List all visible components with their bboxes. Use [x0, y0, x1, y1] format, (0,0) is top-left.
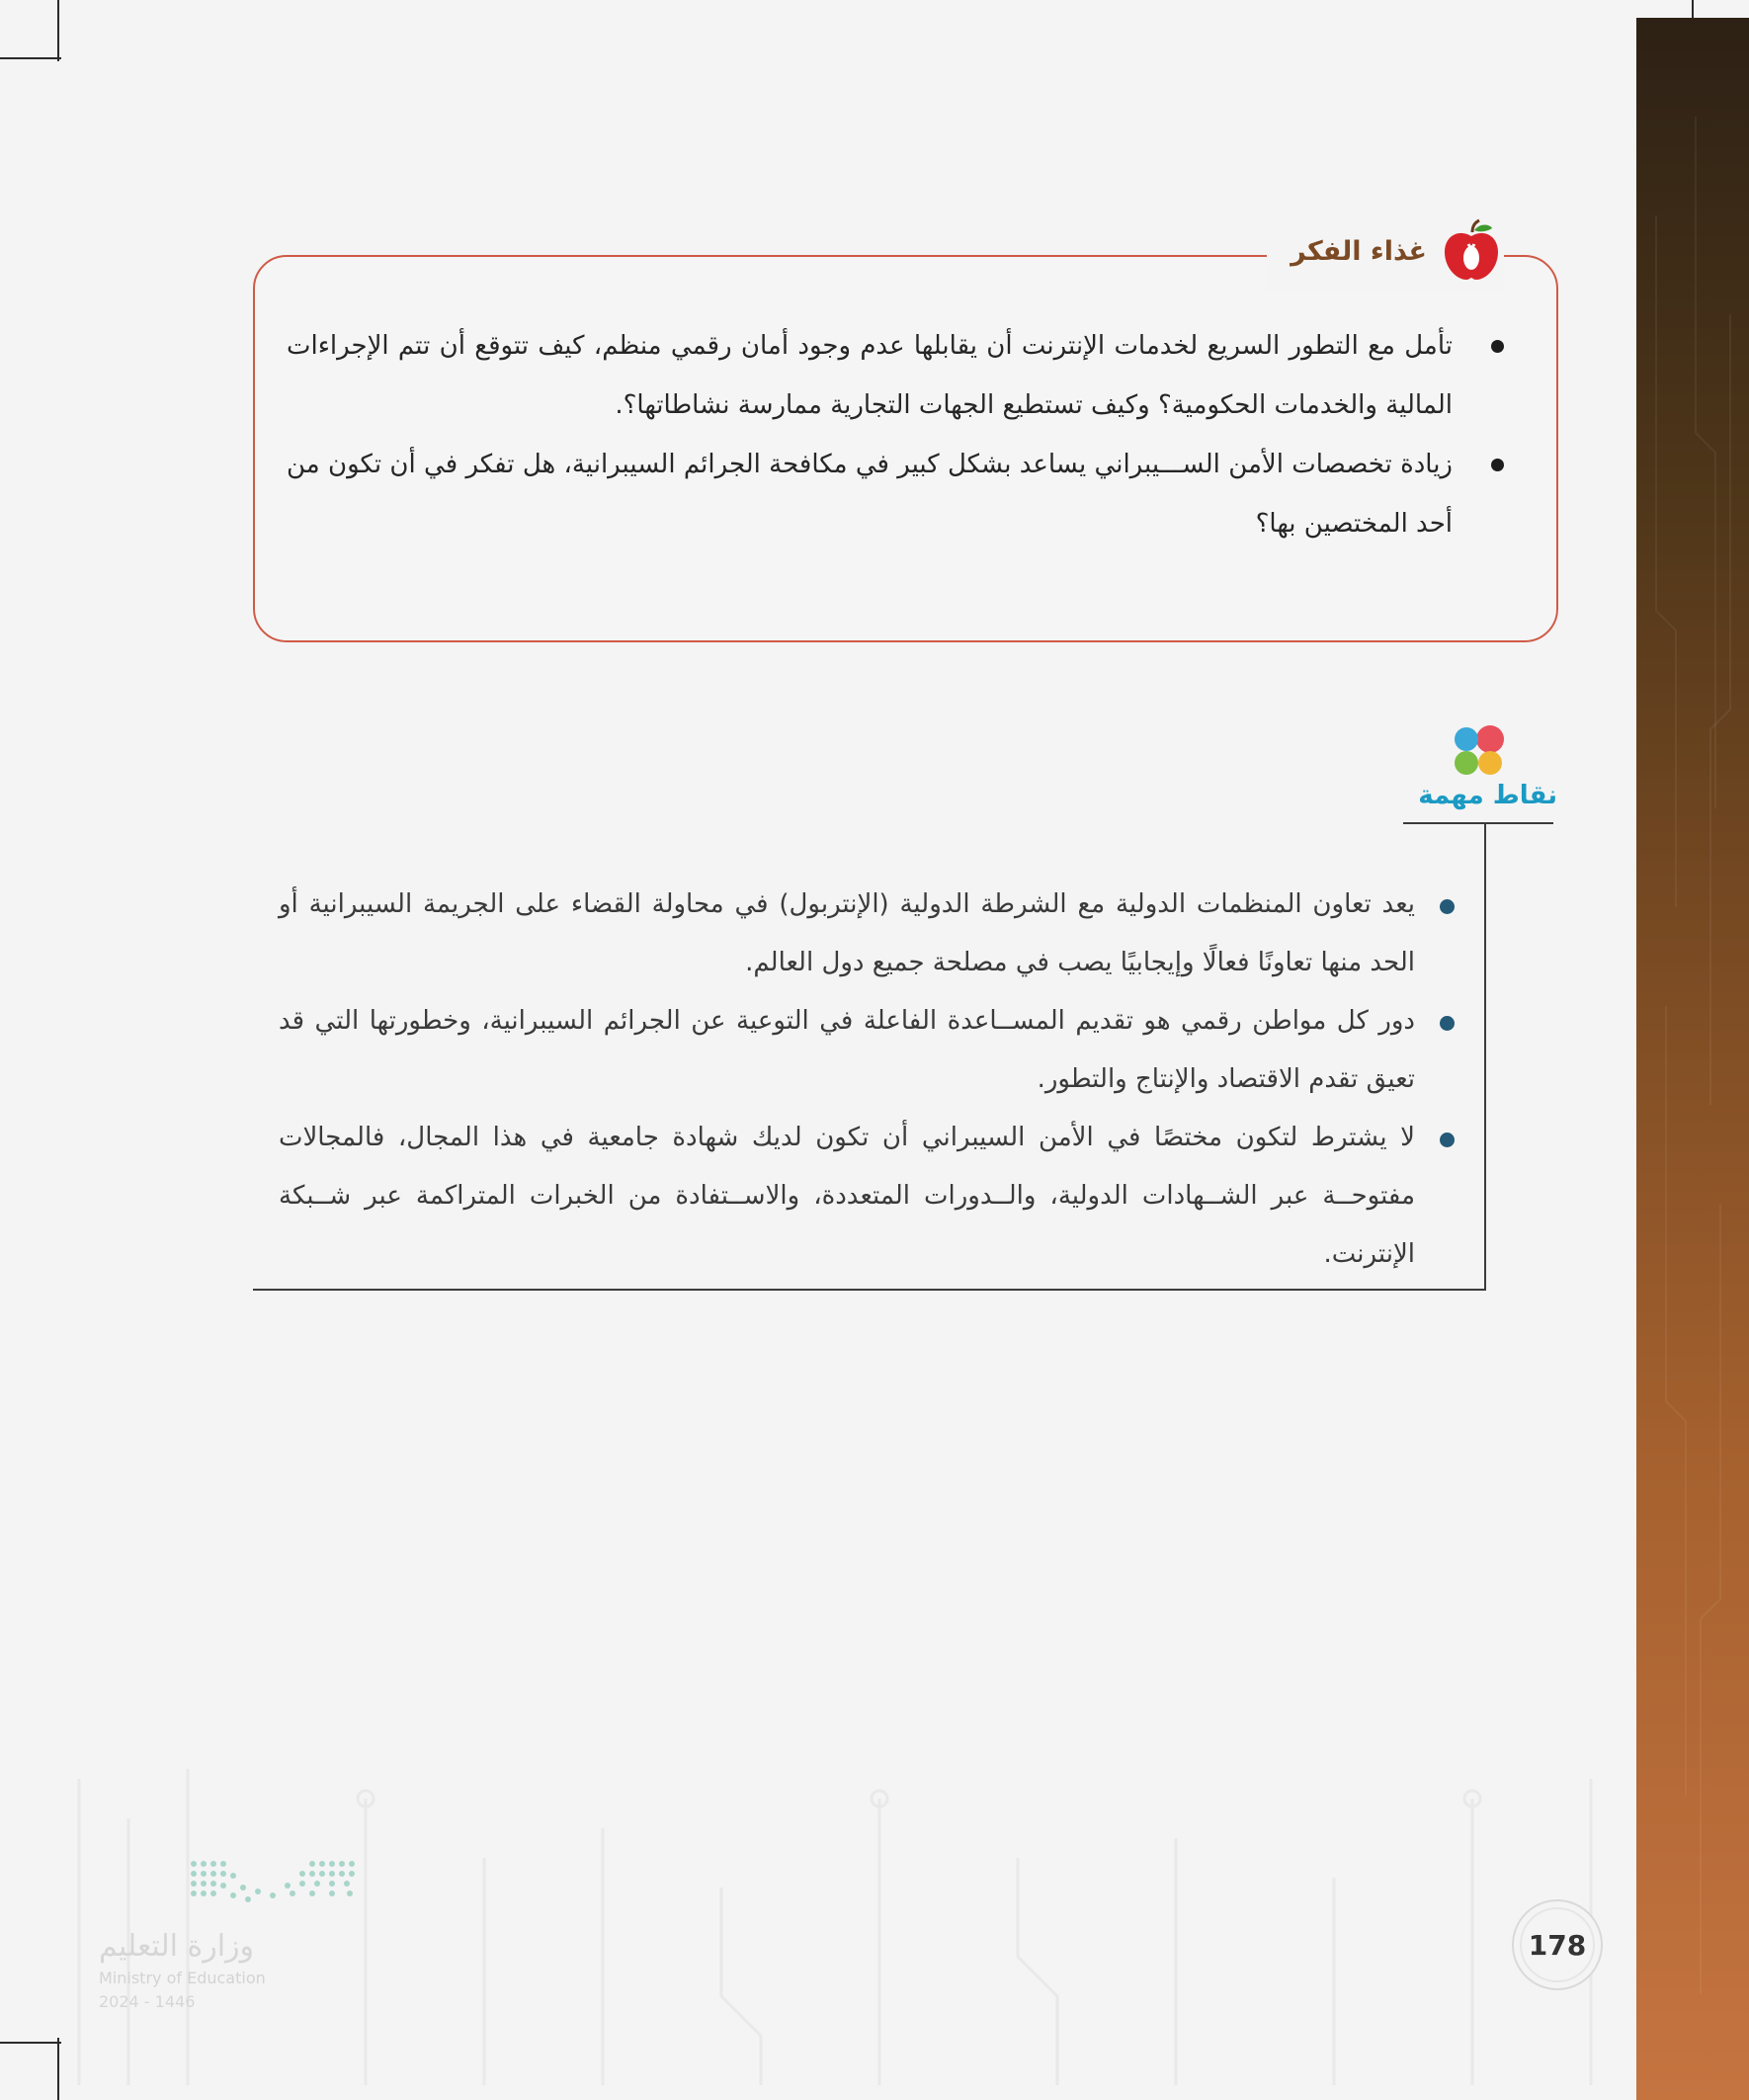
apple-icon — [1439, 218, 1504, 284]
point-item-text: دور كل مواطن رقمي هو تقديم المســاعدة الفاعلة في التوعية عن الجرائم السيبرانية، وخطورتها التي قد تعيق تقدم الاقتصاد والإنتاج والتطور. — [279, 1006, 1415, 1094]
bullet-icon — [1491, 459, 1504, 471]
bullet-icon — [1440, 1133, 1455, 1147]
crop-mark — [57, 0, 59, 61]
crop-mark — [0, 2042, 61, 2044]
bullet-icon — [1440, 899, 1455, 914]
list-item — [287, 316, 1453, 435]
divider — [1484, 822, 1486, 1291]
brain-food-item-text: تأمل مع التطور السريع لخدمات الإنترنت أن يقابلها عدم وجود أمان رقمي منظم، كيف تتوقع أن تتم الإجراءات المالية والخدمات الحكومية؟ وكيف تستطيع الجهات التجارية ممارسة نشاطاتها؟. — [287, 331, 1453, 420]
ministry-year: 2024 - 1446 — [99, 1992, 196, 2011]
bullet-icon — [1440, 1016, 1455, 1031]
bullet-icon — [1491, 340, 1504, 353]
list-item — [279, 876, 1415, 992]
list-item — [287, 435, 1453, 553]
brain-food-list — [287, 316, 1453, 553]
ministry-name-en: Ministry of Education — [99, 1969, 266, 1987]
divider — [253, 1289, 1486, 1291]
clover-icon — [1449, 721, 1508, 781]
point-item-text: لا يشترط لتكون مختصًا في الأمن السيبراني أن تكون لديك شهادة جامعية في هذا المجال، فالمجالات مفتوحــة عبر الشــهادات الدولية، والــدورات المتعددة، والاســتفادة من الخبرات المتراكمة عبر شــبكة الإنترنت. — [279, 1123, 1415, 1269]
divider — [1403, 822, 1553, 824]
band-circuit-pattern — [1636, 18, 1749, 2100]
important-points-list — [279, 876, 1415, 1284]
list-item — [279, 1109, 1415, 1284]
list-item — [279, 992, 1415, 1109]
brain-food-title: غذاء الفكر — [1291, 235, 1427, 267]
page-number: 178 — [1512, 1899, 1603, 1990]
brain-food-item-text: زيادة تخصصات الأمن الســـيبراني يساعد بشكل كبير في مكافحة الجرائم السيبرانية، هل تفكر في أن تكون من أحد المختصين بها؟ — [287, 450, 1453, 539]
ministry-name-ar: وزارة التعليم — [99, 1929, 255, 1964]
crop-mark — [0, 57, 61, 59]
important-points-title: نقاط مهمة — [1418, 781, 1557, 810]
crop-mark — [57, 2038, 59, 2100]
point-item-text: يعد تعاون المنظمات الدولية مع الشرطة الدولية (الإنتربول) في محاولة القضاء على الجريمة السيبرانية أو الحد منها تعاونًا فعالًا وإيجابيًا يصب في مصلحة جميع دول العالم. — [279, 889, 1415, 977]
brain-food-header — [1267, 211, 1504, 291]
side-band — [1636, 18, 1749, 2100]
